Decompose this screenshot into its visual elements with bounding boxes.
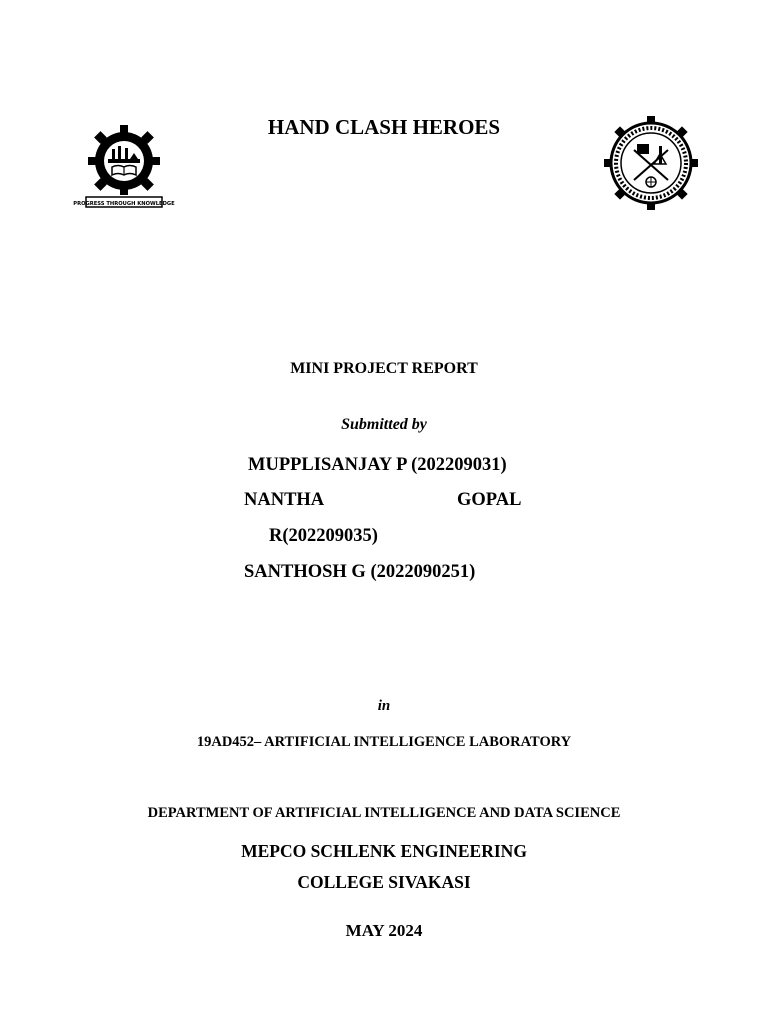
- student-line-2-last: GOPAL: [457, 490, 522, 510]
- college-name-line-2: COLLEGE SIVAKASI: [297, 872, 471, 892]
- student-line-3: R(202209035): [269, 526, 378, 546]
- page-title: HAND CLASH HEROES: [267, 115, 501, 139]
- student-line-4: SANTHOSH G (2022090251): [244, 562, 476, 582]
- department-name: DEPARTMENT OF ARTIFICIAL INTELLIGENCE AND DATA SCIENCE: [147, 805, 621, 821]
- report-type: MINI PROJECT REPORT: [290, 360, 478, 377]
- report-date: MAY 2024: [345, 921, 423, 940]
- course-title: 19AD452– ARTIFICIAL INTELLIGENCE LABORATORY: [196, 734, 572, 750]
- logo-motto: PROGRESS THROUGH KNOWLEDGE: [73, 201, 175, 207]
- student-line-2-first: NANTHA: [244, 490, 325, 510]
- college-name-line-1: MEPCO SCHLENK ENGINEERING: [241, 841, 527, 861]
- in-label: in: [377, 698, 391, 714]
- submitted-by-label: Submitted by: [341, 416, 427, 433]
- student-line-1: MUPPLISANJAY P (202209031): [248, 455, 507, 475]
